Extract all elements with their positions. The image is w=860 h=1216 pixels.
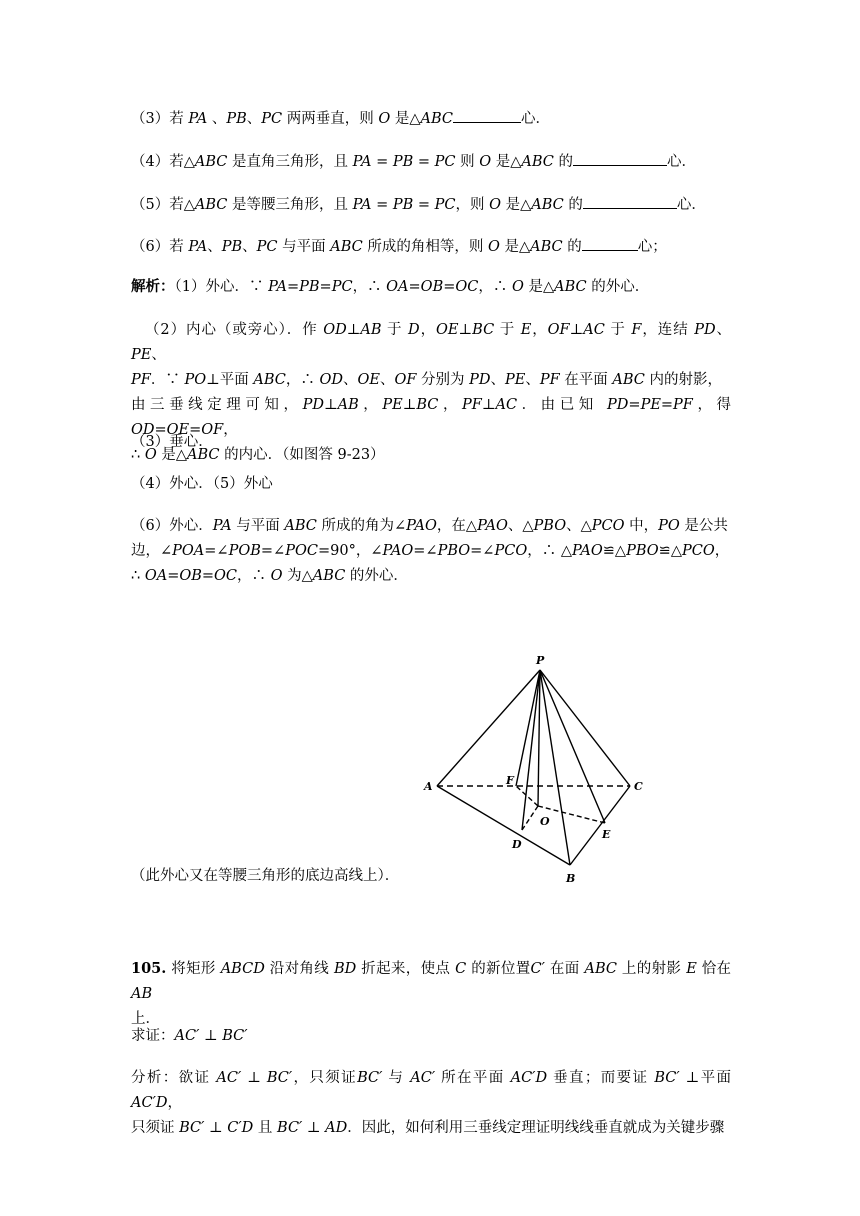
solution-1: 解析：（1）外心．∵ PA=PB=PC，∴ OA=OB=OC，∴ O 是△ABC 的外心． — [131, 278, 650, 295]
question-3: （3）若 PA 、PB、PC 两两垂直，则 O 是△ABC 心． — [131, 108, 550, 129]
pyramid-figure — [420, 650, 660, 890]
analysis-line: 只须证 BC′ ⊥ C′D 且 BC′ ⊥ AD．因此，如何利用三垂线定理证明线线垂直就成为关键步骤 — [131, 1120, 725, 1136]
figure-note: （此外心又在等腰三角形的底边高线上）． — [131, 868, 400, 884]
solution-3: （3）垂心． — [131, 434, 213, 450]
solution-6-line: ∴ OA=OB=OC，∴ O 为△ABC 的外心． — [131, 568, 408, 584]
answer-blank[interactable] — [573, 151, 667, 166]
segment-pf — [516, 670, 540, 786]
edge-ab — [437, 786, 570, 865]
solution-4-5: （4）外心．（5）外心 — [131, 476, 273, 492]
solution-2-line: PF．∵ PO⊥平面 ABC，∴ OD、OE、OF 分别为 PD、PE、PF 在平面 ABC 内的射影， — [131, 372, 723, 388]
segment-pe — [540, 670, 605, 823]
label-p: P — [536, 654, 545, 667]
question-105-line: 105. 将矩形 ABCD 沿对角线 BD 折起来，使点 C 的新位置C′ 在面 ABC 上的射影 E 恰在 AB — [131, 960, 732, 1002]
label-b: B — [566, 872, 576, 885]
edge-pb — [540, 670, 570, 865]
solution-label: 解析： — [131, 278, 175, 295]
question-5: （5）若△ABC 是等腰三角形，且 PA = PB = PC，则 O 是△ABC 的 心． — [131, 194, 706, 215]
analysis-line: 分析：欲证 AC′ ⊥ BC′，只须证BC′ 与 AC′ 所在平面 AC′D 垂直；而要证 BC′ ⊥平面 AC′D， — [131, 1070, 732, 1111]
label-f: F — [506, 774, 514, 787]
answer-blank[interactable] — [582, 236, 638, 251]
solution-6-line: （6）外心．PA 与平面 ABC 所成的角为∠PAO，在△PAO、△PBO、△PCO 中，PO 是公共 — [131, 518, 728, 534]
label-d: D — [512, 838, 522, 851]
label-a: A — [424, 780, 433, 793]
solution-6 — [131, 514, 731, 589]
answer-blank[interactable] — [583, 194, 677, 209]
solution-2 — [131, 318, 731, 468]
prove-statement: 求证：AC′ ⊥ BC′ — [131, 1028, 248, 1044]
question-6: （6）若 PA、PB、PC 与平面 ABC 所成的角相等，则 O 是△ABC 的 心； — [131, 236, 667, 257]
answer-blank[interactable] — [453, 108, 521, 123]
edge-bc — [570, 786, 630, 865]
label-o: O — [540, 815, 550, 828]
analysis — [131, 1066, 731, 1141]
question-105 — [131, 956, 731, 1032]
edge-pc — [540, 670, 630, 786]
solution-2-line: （2）内心（或旁心）．作 OD⊥AB 于 D，OE⊥BC 于 E，OF⊥AC 于 F，连结 PD、PE、 — [131, 322, 732, 363]
question-number: 105. — [131, 960, 167, 977]
label-e: E — [602, 828, 611, 841]
question-4: （4）若△ABC 是直角三角形，且 PA = PB = PC 则 O 是△ABC 的 心． — [131, 151, 696, 172]
solution-2-line: 由三垂线定理可知，PD⊥AB，PE⊥BC，PF⊥AC．由已知 PD=PE=PF，得 OD=OE=OF， — [131, 397, 731, 438]
question-105-line: 上． — [131, 1011, 160, 1027]
solution-2-line: ∴ O 是△ABC 的内心．（如图答 9-23） — [131, 447, 385, 463]
label-c: C — [634, 780, 643, 793]
solution-6-line: 边，∠POA=∠POB=∠POC=90°，∠PAO=∠PBO=∠PCO，∴ △PAO≌△PBO≌△PCO， — [131, 543, 730, 559]
edge-pa — [437, 670, 540, 786]
